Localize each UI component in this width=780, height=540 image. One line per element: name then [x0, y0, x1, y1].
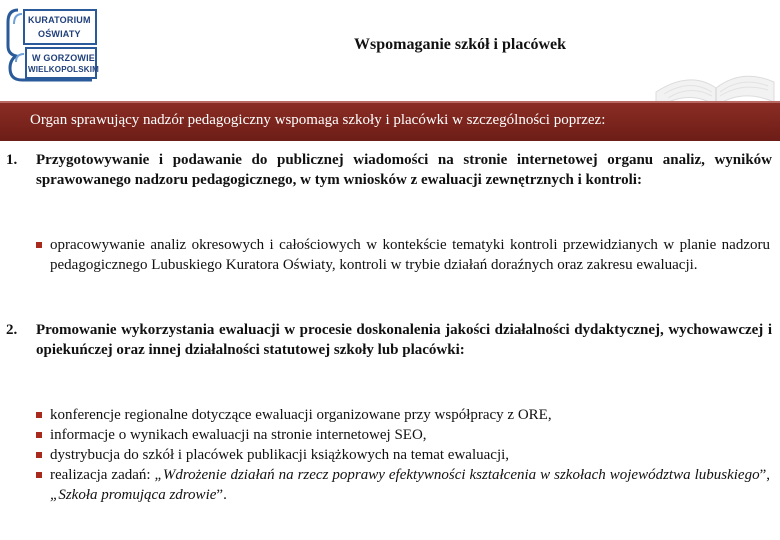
- section-1: [6, 150, 772, 190]
- open-book-icon: [650, 42, 778, 110]
- bullet-square-icon: [36, 432, 42, 438]
- bullet-suffix: ”.: [216, 487, 227, 503]
- list-item: [34, 465, 770, 505]
- bullet-separator: ”,: [759, 467, 770, 483]
- bullet-text: informacje o wynikach ewaluacji na stronie internetowej SEO,: [50, 427, 427, 443]
- section-1-number: 1.: [6, 152, 18, 168]
- bullet-prefix: realizacja zadań:: [50, 467, 155, 483]
- list-item: [34, 445, 770, 465]
- kuratorium-logo: [4, 4, 100, 86]
- logo-line-4: WIELKOPOLSKIM: [28, 65, 100, 74]
- list-item: [34, 405, 770, 425]
- logo-line-2: OŚWIATY: [38, 29, 81, 39]
- section-1-bullets: [34, 235, 770, 275]
- banner-text: Organ sprawujący nadzór pedagogiczny wspomaga szkoły i placówki w szczególności poprzez:: [30, 112, 606, 128]
- bullet-square-icon: [36, 412, 42, 418]
- bullet-square-icon: [36, 472, 42, 478]
- section-1-text: Przygotowywanie i podawanie do publicznej wiadomości na stronie internetowej organu analiz, wyników sprawowanego nadzoru pedagogicznego, w tym wniosków z ewaluacji zewnętrznych i kontroli:: [36, 152, 772, 188]
- list-item: [34, 425, 770, 445]
- section-2: [6, 320, 772, 360]
- bullet-quote-2: „Szkoła promująca zdrowie: [50, 487, 217, 503]
- bullet-square-icon: [36, 452, 42, 458]
- logo-line-1: KURATORIUM: [28, 15, 91, 25]
- intro-banner: [0, 101, 780, 141]
- page-title: Wspomaganie szkół i placówek: [353, 36, 566, 53]
- bullet-square-icon: [36, 242, 42, 248]
- section-2-number: 2.: [6, 322, 18, 338]
- section-2-bullets: [34, 405, 770, 505]
- bullet-text: konferencje regionalne dotyczące ewaluacji organizowane przy współpracy z ORE,: [50, 407, 552, 423]
- bullet-quote-1: „Wdrożenie działań na rzecz poprawy efektywności kształcenia w szkołach województwa lubuskiego: [154, 467, 760, 483]
- bullet-text: opracowywanie analiz okresowych i całościowych w kontekście tematyki kontroli przewidzianych w planie nadzoru pedagogicznego Lubuskiego Kuratora Oświaty, kontroli w trybie działań doraźnych oraz zakresu ewaluacji.: [50, 237, 770, 273]
- list-item: [34, 235, 770, 275]
- logo-line-3: W GORZOWIE: [32, 53, 95, 63]
- bullet-text: dystrybucja do szkół i placówek publikacji książkowych na temat ewaluacji,: [50, 447, 510, 463]
- section-2-text: Promowanie wykorzystania ewaluacji w procesie doskonalenia jakości działalności dydaktycznej, wychowawczej i opiekuńczej oraz innej działalności statutowej szkoły lub placówki:: [36, 322, 772, 358]
